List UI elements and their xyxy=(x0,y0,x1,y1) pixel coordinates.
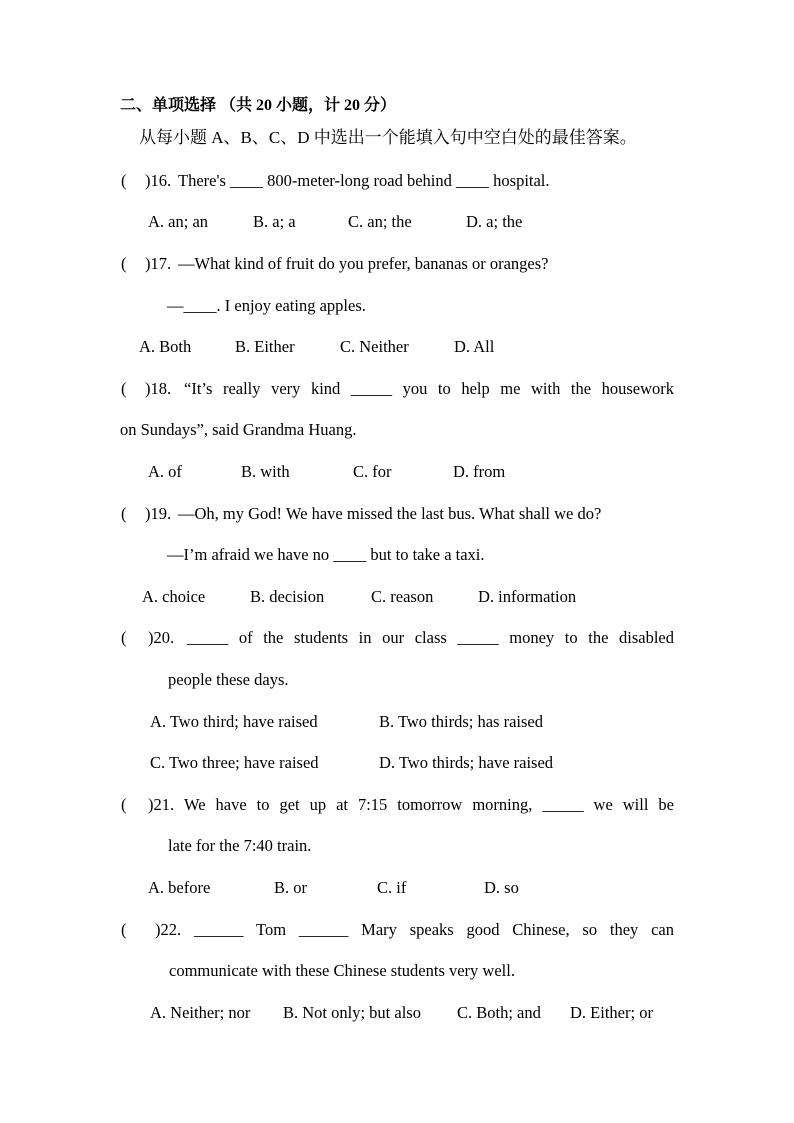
question-text: There's ____ 800-meter-long road behind ____ hospital. xyxy=(178,171,550,190)
question-text-line2: communicate with these Chinese students very well. xyxy=(169,961,515,980)
option-d[interactable]: D. All xyxy=(454,337,495,356)
option-c[interactable]: C. reason xyxy=(371,587,434,606)
option-a[interactable]: A. of xyxy=(148,462,182,481)
question-text-line2: late for the 7:40 train. xyxy=(168,836,312,855)
option-b[interactable]: B. Not only; but also xyxy=(283,1003,421,1022)
option-d[interactable]: D. information xyxy=(478,587,577,606)
option-b[interactable]: B. a; a xyxy=(253,212,296,231)
question-number: )17. xyxy=(145,254,172,273)
question-text-line2: —____. I enjoy eating apples. xyxy=(167,296,366,315)
option-c[interactable]: C. Neither xyxy=(340,337,409,356)
question-text: _____ of the students in our class _____ money to the disabled xyxy=(187,628,674,647)
answer-bracket: ( xyxy=(121,628,127,647)
question-text: “It’s really very kind _____ you to help me with the housework xyxy=(184,379,674,398)
question-number: )16. xyxy=(145,171,172,190)
option-a[interactable]: A. Two third; have raised xyxy=(150,712,318,731)
answer-bracket: ( xyxy=(121,920,127,939)
option-b[interactable]: B. Two thirds; has raised xyxy=(379,712,543,731)
option-a[interactable]: A. choice xyxy=(142,587,206,606)
option-d[interactable]: D. so xyxy=(484,878,519,897)
option-b[interactable]: B. Either xyxy=(235,337,295,356)
answer-bracket: ( xyxy=(121,171,127,190)
option-c[interactable]: C. an; the xyxy=(348,212,412,231)
option-c[interactable]: C. for xyxy=(353,462,392,481)
question-text-line2: —I’m afraid we have no ____ but to take a taxi. xyxy=(167,545,485,564)
question-number: )18. xyxy=(145,379,172,398)
option-a[interactable]: A. before xyxy=(148,878,211,897)
question-text: We have to get up at 7:15 tomorrow morning, _____ we will be xyxy=(184,795,674,814)
option-a[interactable]: A. Neither; nor xyxy=(150,1003,251,1022)
answer-bracket: ( xyxy=(121,504,127,523)
option-b[interactable]: B. with xyxy=(241,462,290,481)
option-d[interactable]: D. Two thirds; have raised xyxy=(379,753,554,772)
option-c[interactable]: C. if xyxy=(377,878,407,897)
option-c[interactable]: C. Both; and xyxy=(457,1003,541,1022)
option-d[interactable]: D. a; the xyxy=(466,212,523,231)
answer-bracket: ( xyxy=(121,379,127,398)
answer-bracket: ( xyxy=(121,795,127,814)
question-number: )21. xyxy=(148,795,175,814)
option-c[interactable]: C. Two three; have raised xyxy=(150,753,319,772)
question-number: )20. xyxy=(148,628,175,647)
option-a[interactable]: A. an; an xyxy=(148,212,209,231)
option-d[interactable]: D. from xyxy=(453,462,506,481)
section-instruction: 从每小题 A、B、C、D 中选出一个能填入句中空白处的最佳答案。 xyxy=(139,128,637,147)
question-number: )19. xyxy=(145,504,172,523)
question-number: )22. xyxy=(155,920,182,939)
section-heading: 二、单项选择 （共 20 小题，计 20 分） xyxy=(120,97,397,114)
question-text: ______ Tom ______ Mary speaks good Chinese, so they can xyxy=(194,920,674,939)
option-d[interactable]: D. Either; or xyxy=(570,1003,653,1022)
question-text: —What kind of fruit do you prefer, bananas or oranges? xyxy=(178,254,549,273)
question-text-line2: people these days. xyxy=(168,670,289,689)
option-b[interactable]: B. or xyxy=(274,878,307,897)
question-text: —Oh, my God! We have missed the last bus. What shall we do? xyxy=(178,504,602,523)
answer-bracket: ( xyxy=(121,254,127,273)
option-a[interactable]: A. Both xyxy=(139,337,192,356)
question-text-line2: on Sundays”, said Grandma Huang. xyxy=(120,420,357,439)
option-b[interactable]: B. decision xyxy=(250,587,325,606)
